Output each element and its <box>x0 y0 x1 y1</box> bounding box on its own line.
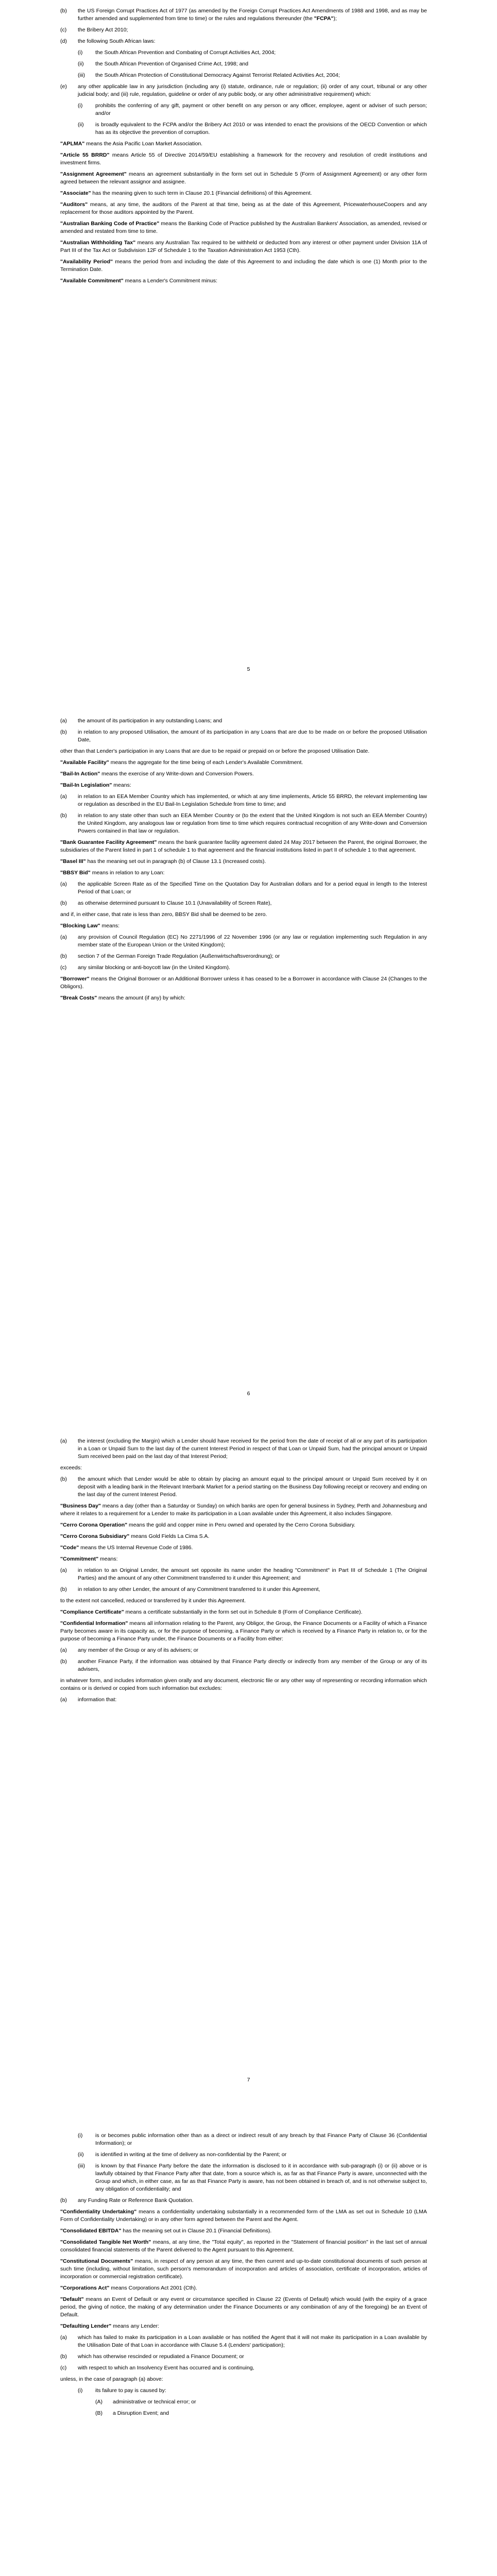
list-item-label: (c) <box>60 964 67 971</box>
list-item-label: (a) <box>60 1697 67 1703</box>
list-item-label: (i) <box>78 49 83 56</box>
list-item <box>60 121 427 137</box>
list-item-text: the US Foreign Corrupt Practices Act of 1977 (as amended by the Foreign Corrupt Practices Act Amendments of 1988 and 1998, and as may be further amended and supplemented from time to time) or the rules and regulations thereunder (the "FCPA"); <box>78 8 427 22</box>
list-item-text: any other applicable law in any jurisdiction (including any (i) statute, ordinance, rule or regulation; (ii) order of any court, tribunal or any other judicial body; and (iii) rule, regulation, guideline or order of any public body, or any other administrative requirement) which: <box>78 83 427 97</box>
list-item <box>60 1647 427 1654</box>
list-item <box>60 2353 427 2361</box>
list-item-label: (ii) <box>78 61 84 67</box>
list-item-label: (b) <box>60 8 67 14</box>
list-item-text: in relation to any proposed Utilisation, the amount of its participation in any Loans that are due to be made on or before the proposed Utilisation Date, <box>78 729 427 743</box>
list-item <box>60 38 427 45</box>
list-item-text: the amount of its participation in any outstanding Loans; and <box>78 718 222 724</box>
list-item-label: (a) <box>60 718 67 724</box>
list-item <box>60 72 427 79</box>
list-item-text: which has otherwise rescinded or repudiated a Finance Document; or <box>78 2353 244 2360</box>
list-item <box>60 2151 427 2159</box>
list-item-text: any member of the Group or any of its advisers; or <box>78 1647 199 1653</box>
list-item-label: (ii) <box>78 2151 84 2158</box>
list-item-text: the applicable Screen Rate as of the Specified Time on the Quotation Day for Australian dollars and for a period equal in length to the Interest Period of that Loan; or <box>78 881 427 895</box>
list-item-label: (b) <box>60 1476 67 1482</box>
list-item <box>60 2132 427 2147</box>
list-item <box>60 2334 427 2349</box>
list-item-text: any provision of Council Regulation (EC) No 2271/1996 of 22 November 1996 (or any law or regulation implementing such Regulation in any member state of the European Union or the United Kingdom); <box>78 934 427 948</box>
definition-paragraph: "Bank Guarantee Facility Agreement" means the bank guarantee facility agreement dated 24 May 2017 between the Parent, the original Borrower, the subsidiaries of the Parent listed in part 1 of schedule 1 to that agreement and the financial institutions listed in part II of schedule 1 to that agreement. <box>60 839 427 853</box>
list-item-text: in relation to an Original Lender, the amount set opposite its name under the heading "Commitment" in Part III of Schedule 1 (The Original Parties) and the amount of any other Commitment transferred to it under this Agreement; and <box>78 1567 427 1581</box>
list-item-label: (a) <box>60 2334 67 2341</box>
list-item <box>60 717 427 725</box>
definition-paragraph: "BBSY Bid" means in relation to any Loan: <box>60 870 165 876</box>
list-item <box>60 812 427 835</box>
list-item <box>60 2387 427 2395</box>
list-item-label: (iii) <box>78 2163 85 2169</box>
list-item <box>60 793 427 808</box>
list-item <box>60 1658 427 1673</box>
definition-paragraph: exceeds: <box>60 1465 82 1471</box>
definition-paragraph: "Assignment Agreement" means an agreement substantially in the form set out in Schedule 5 (Form of Assignment Agreement) or any other form agreed between the relevant assignor and assignee. <box>60 171 427 185</box>
definition-paragraph: "APLMA" means the Asia Pacific Loan Market Association. <box>60 141 203 147</box>
list-item <box>60 83 427 98</box>
list-item <box>60 728 427 744</box>
definition-paragraph: "Availability Period" means the period from and including the date of this Agreement to and including the date which is one (1) Month prior to the Termination Date. <box>60 259 427 273</box>
list-item <box>60 2398 427 2406</box>
list-item-label: (i) <box>78 2132 83 2139</box>
list-item-text: the South African Protection of Constitutional Democracy Against Terrorist Related Activities Act, 2004; <box>95 72 340 78</box>
list-item-text: its failure to pay is caused by: <box>95 2387 166 2394</box>
list-item-text: information that: <box>78 1697 117 1703</box>
list-item-text: the interest (excluding the Margin) which a Lender should have received for the period from the date of receipt of all or any part of its participation in a Loan or Unpaid Sum to the last day of the current Interest Period in respect of that Loan or Unpaid Sum, had the principal amount or Unpaid Sum received been paid on the last day of that Interest Period; <box>78 1438 427 1460</box>
list-item-label: (b) <box>60 1586 67 1592</box>
list-item-label: (iii) <box>78 72 85 78</box>
list-item-label: (e) <box>60 83 67 90</box>
list-item <box>60 2364 427 2372</box>
list-item <box>60 2410 427 2417</box>
definition-paragraph: "Australian Banking Code of Practice" means the Banking Code of Practice published by the Australian Bankers' Association, as amended, revised or amended and restated from time to time. <box>60 221 427 234</box>
list-item-text: administrative or technical error; or <box>113 2399 196 2405</box>
list-item-label: (i) <box>78 2387 83 2394</box>
list-item-text: a Disruption Event; and <box>113 2410 169 2416</box>
list-item-text: any Funding Rate or Reference Bank Quotation. <box>78 2197 194 2204</box>
page-number: 7 <box>247 2077 250 2083</box>
list-item-label: (b) <box>60 729 67 735</box>
definition-paragraph: "Commitment" means: <box>60 1556 118 1562</box>
list-item-text: in relation to any other Lender, the amount of any Commitment transferred to it under this Agreement, <box>78 1586 320 1592</box>
list-item-text: in relation to any state other than such an EEA Member Country or (to the extent that the United Kingdom is not such an EEA Member Country) the United Kingdom, any analogous law or regulation from time to time which requires contractual recognition of any Write-down and Conversion Powers contained in that law or regulation. <box>78 812 427 834</box>
list-item <box>60 60 427 68</box>
definition-paragraph: unless, in the case of paragraph (a) above: <box>60 2376 163 2382</box>
definition-paragraph: "Break Costs" means the amount (if any) by which: <box>60 995 185 1001</box>
list-item-text: is broadly equivalent to the FCPA and/or the Bribery Act 2010 or was intended to enact the provisions of the OECD Convention or which has as its objective the prevention of corruption. <box>95 122 427 135</box>
definition-paragraph: "Consolidated EBITDA" has the meaning set out in Clause 20.1 (Financial Definitions). <box>60 2228 272 2234</box>
definition-paragraph: "Consolidated Tangible Net Worth" means, at any time, the "Total equity", as reported in the "Statement of financial position" in the last set of annual consolidated financial statements of the Parent delivered to the Agent pursuant to this Agreement. <box>60 2239 427 2253</box>
list-item-text: as otherwise determined pursuant to Clause 10.1 (Unavailability of Screen Rate), <box>78 900 272 906</box>
list-item <box>60 49 427 57</box>
list-item-label: (b) <box>60 953 67 959</box>
list-item-label: (c) <box>60 27 67 33</box>
list-item <box>60 1696 427 1704</box>
list-item <box>60 102 427 117</box>
list-item <box>60 1476 427 1499</box>
list-item-text: the Bribery Act 2010; <box>78 27 128 33</box>
list-item-text: is known by that Finance Party before the date the information is disclosed to it in accordance with sub-paragraph (i) or (ii) above or is lawfully obtained by that Finance Party after that date, from a source which is, as far as that Finance Party is aware, unconnected with the Group and which, in either case, as far as that Finance Party is aware, has not been obtained in breach of, and is not otherwise subject to, any obligation of confidentiality; and <box>95 2163 427 2192</box>
list-item-text: in relation to an EEA Member Country which has implemented, or which at any time implements, Article 55 BRRD, the relevant implementing law or regulation as described in the EU Bail-In Legislation Schedule from time to time; and <box>78 793 427 807</box>
list-item <box>60 1437 427 1461</box>
definition-paragraph: "Available Facility" means the aggregate for the time being of each Lender's Available Commitment. <box>60 759 303 766</box>
list-item-label: (i) <box>78 103 83 109</box>
definition-paragraph: "Bail-In Action" means the exercise of any Write-down and Conversion Powers. <box>60 771 254 777</box>
page-number: 6 <box>247 1391 250 1397</box>
list-item <box>60 964 427 972</box>
definition-paragraph: "Code" means the US Internal Revenue Code of 1986. <box>60 1545 193 1551</box>
list-item-text: the South African Prevention and Combating of Corrupt Activities Act, 2004; <box>95 49 276 56</box>
page-number: 5 <box>247 666 250 672</box>
list-item-text: the amount which that Lender would be able to obtain by placing an amount equal to the principal amount or Unpaid Sum received by it on deposit with a leading bank in the Relevant Interbank Market for a period starting on the Business Day following receipt or recovery and ending on the last day of the current Interest Period. <box>78 1476 427 1498</box>
list-item-label: (b) <box>60 2353 67 2360</box>
definition-paragraph: "Associate" has the meaning given to such term in Clause 20.1 (Financial definitions) of this Agreement. <box>60 190 312 196</box>
list-item <box>60 1586 427 1594</box>
list-item-text: which has failed to make its participation in a Loan available or has notified the Agent that it will not make its participation in a Loan available by the Utilisation Date of that Loan in accordance with Clause 5.4 (Lenders' participation); <box>78 2334 427 2348</box>
definition-paragraph: "Article 55 BRRD" means Article 55 of Directive 2014/59/EU establishing a framework for the recovery and resolution of credit institutions and investment firms. <box>60 152 427 166</box>
page-7-content <box>60 1437 427 1707</box>
list-item-text: another Finance Party, if the information was obtained by that Finance Party directly or indirectly from any member of the Group or any of its advisers, <box>78 1658 427 1672</box>
definition-paragraph: "Borrower" means the Original Borrower or an Additional Borrower unless it has ceased to be a Borrower in accordance with Clause 24 (Changes to the Obligors). <box>60 976 427 990</box>
list-item <box>60 2162 427 2193</box>
list-item <box>60 7 427 23</box>
list-item <box>60 1567 427 1582</box>
list-item-label: (d) <box>60 38 67 44</box>
list-item-label: (A) <box>95 2399 102 2405</box>
definition-paragraph: "Default" means an Event of Default or any event or circumstance specified in Clause 22 (Events of Default) which would (with the expiry of a grace period, the giving of notice, the making of any determination under the Finance Documents or any combination of any of the foregoing) be an Event of Default. <box>60 2296 427 2318</box>
definition-paragraph: "Business Day" means a day (other than a Saturday or Sunday) on which banks are open for general business in Sydney, Perth and Johannesburg and where it relates to a requirement for a Lender to make its participation in a Loan available under this Agreement, it also includes Singapore. <box>60 1503 427 1517</box>
definition-paragraph: "Auditors" means, at any time, the auditors of the Parent at that time, being as at the date of this Agreement, PricewaterhouseCoopers and any replacement for those auditors appointed by the Parent. <box>60 201 427 215</box>
definition-paragraph: "Available Commitment" means a Lender's Commitment minus: <box>60 278 218 284</box>
list-item <box>60 934 427 949</box>
page-6-content <box>60 717 427 1006</box>
definition-paragraph: and if, in either case, that rate is less than zero, BBSY Bid shall be deemed to be zero. <box>60 911 267 918</box>
list-item <box>60 900 427 907</box>
list-item-label: (a) <box>60 1647 67 1653</box>
definition-paragraph: "Australian Withholding Tax" means any Australian Tax required to be withheld or deducted from any interest or other payment under Division 11A of Part III of the Tax Act or Subdivision 12F of Schedule 1 to the Taxation Administration Act 1953 (Cth). <box>60 240 427 253</box>
list-item-label: (a) <box>60 881 67 887</box>
definition-paragraph: "Confidentiality Undertaking" means a confidentiality undertaking substantially in a recommended form of the LMA as set out in Schedule 10 (LMA Form of Confidentiality Undertaking) or in any other form agreed between the Parent and the Agent. <box>60 2209 427 2223</box>
list-item-text: the South African Prevention of Organised Crime Act, 1998; and <box>95 61 249 67</box>
page-8-content <box>60 2132 427 2421</box>
definition-paragraph: "Bail-In Legislation" means: <box>60 782 131 788</box>
list-item-label: (a) <box>60 793 67 800</box>
list-item-text: the following South African laws: <box>78 38 156 44</box>
list-item-label: (a) <box>60 1567 67 1573</box>
definition-paragraph: in whatever form, and includes information given orally and any document, electronic file or any other way of representing or recording information which contains or is derived or copied from such information but excludes: <box>60 1677 427 1691</box>
definition-paragraph: "Confidential Information" means all information relating to the Parent, any Obligor, the Group, the Finance Documents or a Facility of which a Finance Party becomes aware in its capacity as, or for the purpose of becoming, a Finance Party or which is received by a Finance Party in relation to, or for the purpose of becoming a Finance Party under, the Finance Documents or a Facility from either: <box>60 1620 427 1642</box>
definition-paragraph: "Cerro Corona Subsidiary" means Gold Fields La Cima S.A. <box>60 1533 210 1539</box>
list-item-label: (a) <box>60 934 67 940</box>
list-item <box>60 2197 427 2205</box>
definition-paragraph: "Constitutional Documents" means, in respect of any person at any time, the then current and up-to-date constitutional documents of such person at such time (including, without limitation, such person's memorandum of incorporation and articles of association, certificate of incorporation, articles of incorporation or commercial registration certificate). <box>60 2258 427 2280</box>
definition-paragraph: "Corporations Act" means Corporations Act 2001 (Cth). <box>60 2285 197 2291</box>
definition-paragraph: "Blocking Law" means: <box>60 923 119 929</box>
definition-paragraph: to the extent not cancelled, reduced or transferred by it under this Agreement. <box>60 1598 246 1604</box>
list-item-label: (c) <box>60 2365 67 2371</box>
list-item-label: (a) <box>60 1438 67 1444</box>
definition-paragraph: "Cerro Corona Operation" means the gold and copper mine in Peru owned and operated by the Cerro Corona Subsidiary. <box>60 1522 355 1528</box>
definition-paragraph: "Defaulting Lender" means any Lender: <box>60 2323 160 2329</box>
list-item <box>60 880 427 896</box>
definition-paragraph: "Compliance Certificate" means a certificate substantially in the form set out in Schedule 8 (Form of Compliance Certificate). <box>60 1609 363 1615</box>
list-item-label: (ii) <box>78 122 84 128</box>
list-item-label: (B) <box>95 2410 102 2416</box>
list-item-text: is identified in writing at the time of delivery as non-confidential by the Parent; or <box>95 2151 287 2158</box>
list-item-text: is or becomes public information other than as a direct or indirect result of any breach by that Finance Party of Clause 36 (Confidential Information); or <box>95 2132 427 2146</box>
list-item-label: (b) <box>60 900 67 906</box>
definition-paragraph: other than that Lender's participation in any Loans that are due to be repaid or prepaid on or before the proposed Utilisation Date. <box>60 748 370 754</box>
list-item-text: any similar blocking or anti-boycott law (in the United Kingdom). <box>78 964 230 971</box>
list-item-label: (b) <box>60 812 67 819</box>
list-item-label: (b) <box>60 2197 67 2204</box>
list-item-text: with respect to which an Insolvency Event has occurred and is continuing, <box>78 2365 254 2371</box>
definition-paragraph: "Basel III" has the meaning set out in paragraph (b) of Clause 13.1 (Increased costs). <box>60 858 266 865</box>
list-item <box>60 26 427 34</box>
list-item-text: prohibits the conferring of any gift, payment or other benefit on any person or any officer, employee, agent or adviser of such person; and/or <box>95 103 427 116</box>
list-item <box>60 953 427 960</box>
page-5-content <box>60 7 427 289</box>
list-item-text: section 7 of the German Foreign Trade Regulation (Außenwirtschaftsverordnung); or <box>78 953 280 959</box>
list-item-label: (b) <box>60 1658 67 1665</box>
